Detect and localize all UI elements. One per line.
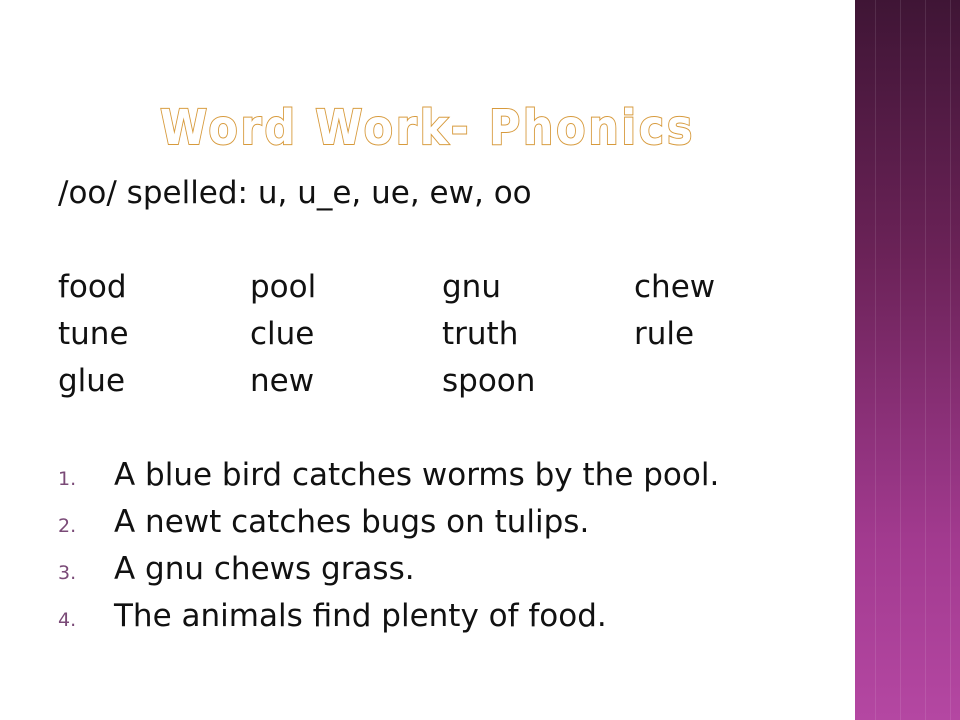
sentence-text: A newt catches bugs on tulips. [114,504,590,540]
decorative-side-bar [855,0,960,720]
list-item [58,546,838,593]
list-number: 1. [58,468,77,490]
word: spoon [442,363,536,399]
slide-title [160,96,720,158]
list-number: 4. [58,609,77,631]
word: gnu [442,269,501,305]
word: glue [58,363,126,399]
spelling-pattern-line: /oo/ spelled: u, u_e, ue, ew, oo [58,175,532,211]
slide-title-text: Word Work- Phonics [160,100,695,156]
slide-title-svg [160,96,720,158]
list-item [58,593,838,640]
sentence-list [58,452,838,640]
word: truth [442,316,519,352]
word: chew [634,269,716,305]
word: tune [58,316,129,352]
spacer [58,405,838,452]
word-list [58,264,838,405]
word: new [250,363,315,399]
list-number: 2. [58,515,77,537]
spacer [58,217,838,264]
word: pool [250,269,317,305]
word: food [58,269,127,305]
list-number: 3. [58,562,77,584]
list-item [58,452,838,499]
slide-content [58,170,838,640]
sentence-text: The animals find plenty of food. [114,598,607,634]
sentence-text: A blue bird catches worms by the pool. [114,457,720,493]
word: clue [250,316,315,352]
word: rule [634,316,695,352]
sentence-text: A gnu chews grass. [114,551,415,587]
list-item [58,499,838,546]
